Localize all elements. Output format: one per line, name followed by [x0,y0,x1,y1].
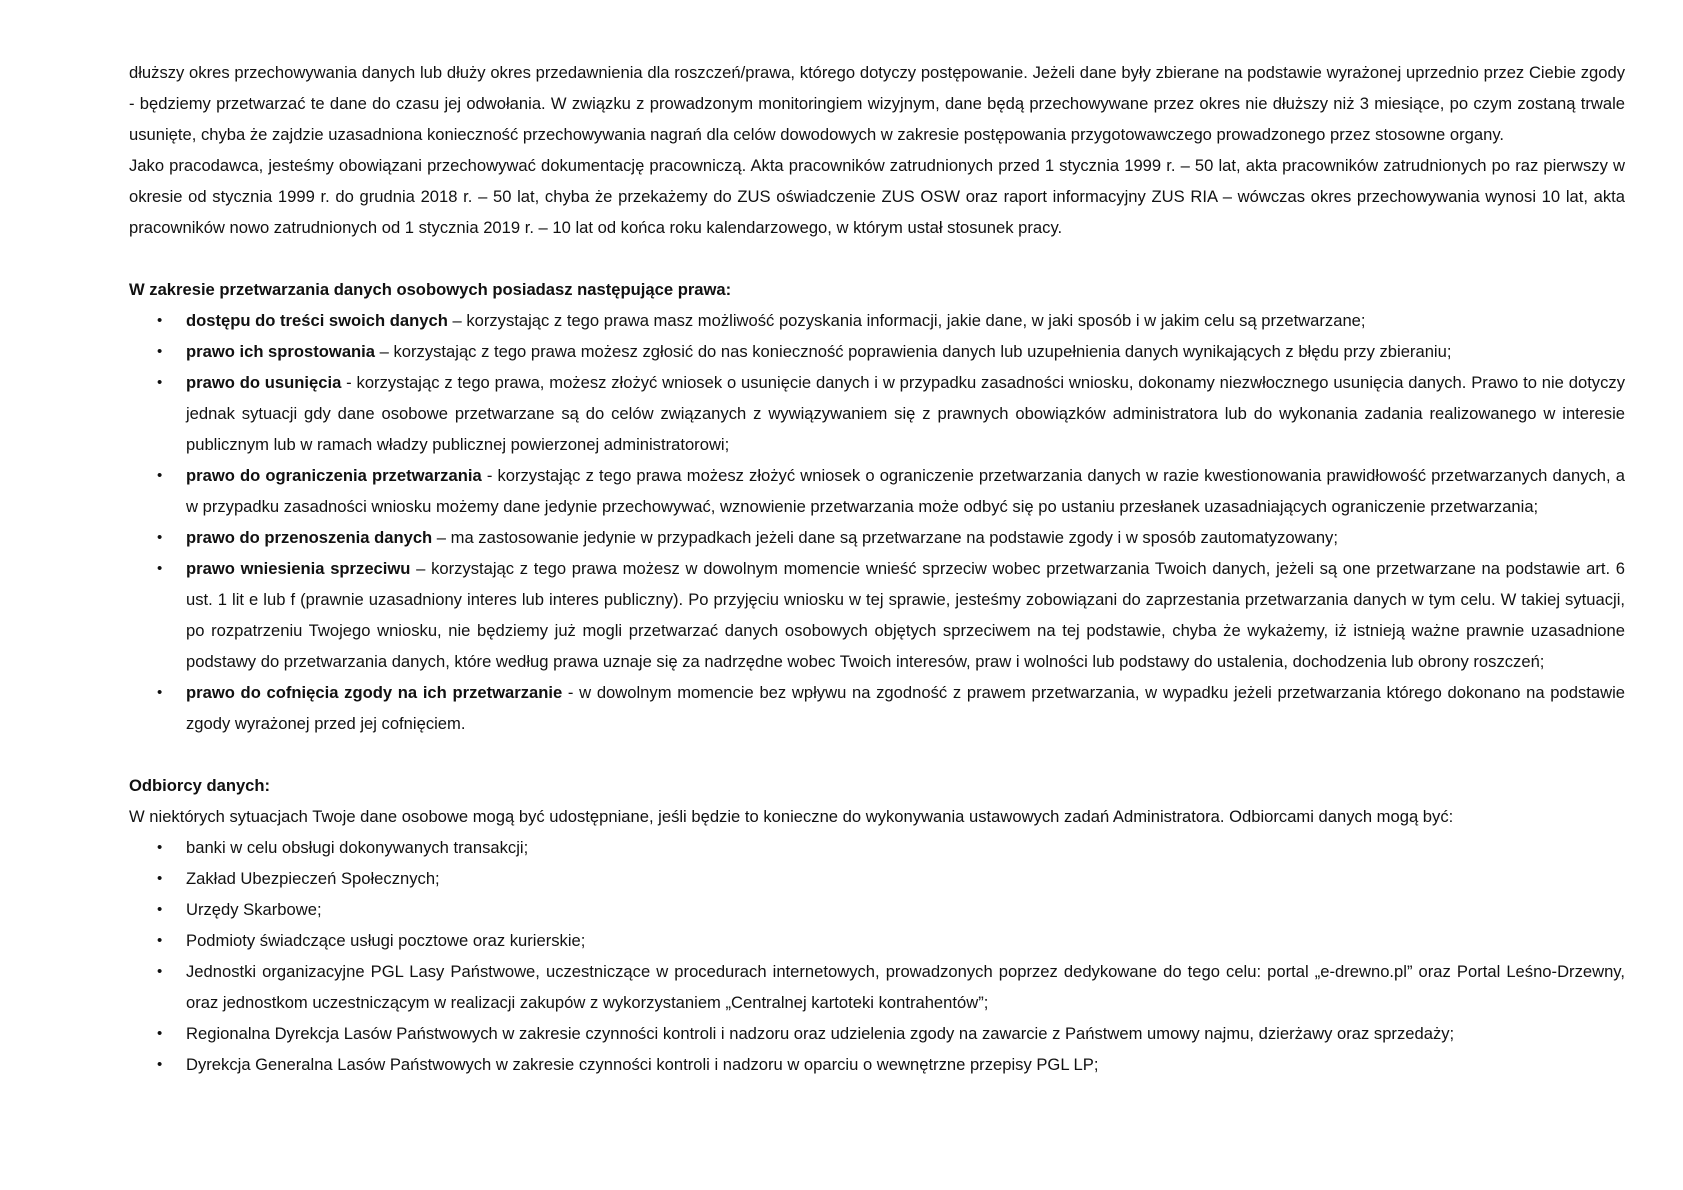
right-description: - w dowolnym momencie bez wpływu na zgodność z prawem przetwarzania, w wypadku jeżeli przetwarzania którego dokonano na podstawie zgody wyrażonej przed jej cofnięciem. [186,683,1625,733]
bullet-icon: • [157,870,163,887]
recipients-list-item [129,1049,1625,1080]
recipients-list-item [129,863,1625,894]
bullet-icon: • [157,839,163,856]
recipients-list-item [129,832,1625,863]
right-term: prawo wniesienia sprzeciwu [186,559,411,578]
right-description: – korzystając z tego prawa masz możliwość pozyskania informacji, jakie dane, w jaki sposób i w jakim celu są przetwarzane; [447,311,1366,330]
right-term: prawo ich sprostowania [186,342,376,361]
rights-list-item [129,460,1625,522]
recipients-list-item [129,956,1625,1018]
recipients-list-item [129,1018,1625,1049]
recipients-list-item [129,925,1625,956]
bullet-icon: • [157,343,163,360]
rights-list-item [129,553,1625,677]
rights-list-item [129,305,1625,336]
right-description: – korzystając z tego prawa możesz w dowolnym momencie wnieść sprzeciw wobec przetwarzania Twoich danych, jeżeli są one przetwarzane na podstawie art. 6 ust. 1 lit e lub f (prawnie uzasadniony interes lub interes publiczny). Po przyjęciu wniosku w tej sprawie, jesteśmy zobowiązani do zaprzestania przetwarzania danych w tym celu. W takiej sytuacji, po rozpatrzeniu Twojego wniosku, nie będziemy już mogli przetwarzać danych osobowych objętych sprzeciwem na tej podstawie, chyba że wykażemy, iż istnieją ważne prawnie uzasadnione podstawy do przetwarzania danych, które według prawa uznaje się za nadrzędne wobec Twoich interesów, praw i wolności lub podstawy do ustalenia, dochodzenia lub obrony roszczeń; [186,559,1625,671]
rights-list-item [129,522,1625,553]
recipient-text: Regionalna Dyrekcja Lasów Państwowych w zakresie czynności kontroli i nadzoru oraz udzielenia zgody na zawarcie z Państwem umowy najmu, dzierżawy oraz sprzedaży; [186,1024,1455,1043]
employee-records-paragraph: Jako pracodawca, jesteśmy obowiązani przechowywać dokumentację pracowniczą. Akta pracowników zatrudnionych przed 1 stycznia 1999 r. – 50 lat, akta pracowników zatrudnionych po raz pierwszy w okresie od stycznia 1999 r. do grudnia 2018 r. – 50 lat, chyba że przekażemy do ZUS oświadczenie ZUS OSW oraz raport informacyjny ZUS RIA – wówczas okres przechowywania wynosi 10 lat, akta pracowników nowo zatrudnionych od 1 stycznia 2019 r. – 10 lat od końca roku kalendarzowego, w którym ustał stosunek pracy. [129,156,1625,237]
bullet-icon: • [157,529,163,546]
recipient-text: Dyrekcja Generalna Lasów Państwowych w zakresie czynności kontroli i nadzoru w oparciu o wewnętrzne przepisy PGL LP; [186,1055,1099,1074]
right-description: - korzystając z tego prawa, możesz złożyć wniosek o usunięcie danych i w przypadku zasadności wniosku, dokonamy niezwłocznego usunięcia danych. Prawo to nie dotyczy jednak sytuacji gdy dane osobowe przetwarzane są do celów związanych z wywiązywaniem się z prawnych obowiązków administratora lub do wykonania zadania realizowanego w interesie publicznym lub w ramach władzy publicznej powierzonej administratorowi; [186,373,1625,454]
right-description: – ma zastosowanie jedynie w przypadkach jeżeli dane są przetwarzane na podstawie zgody i w sposób zautomatyzowany; [432,528,1338,547]
bullet-icon: • [157,312,163,329]
bullet-icon: • [157,467,163,484]
recipients-heading: Odbiorcy danych: [129,776,271,795]
recipients-list-item [129,894,1625,925]
rights-list-item [129,677,1625,739]
recipients-list [129,832,1625,1080]
bullet-icon: • [157,684,163,701]
recipient-text: Podmioty świadczące usługi pocztowe oraz kurierskie; [186,931,586,950]
right-term: dostępu do treści swoich danych [186,311,448,330]
rights-list-item [129,367,1625,460]
bullet-icon: • [157,1025,163,1042]
bullet-icon: • [157,1056,163,1073]
spacer [129,739,1625,770]
right-term: prawo do cofnięcia zgody na ich przetwarzanie [186,683,563,702]
bullet-icon: • [157,374,163,391]
rights-heading: W zakresie przetwarzania danych osobowych posiadasz następujące prawa: [129,280,732,299]
right-term: prawo do przenoszenia danych [186,528,433,547]
recipient-text: Urzędy Skarbowe; [186,900,322,919]
right-description: - korzystając z tego prawa możesz złożyć wniosek o ograniczenie przetwarzania danych w razie kwestionowania prawidłowość przetwarzanych danych, a w przypadku zasadności wniosku możemy dane jedynie przechowywać, wznowienie przetwarzania może odbyć się po ustaniu przesłanek uzasadniających ograniczenie przetwarzania; [186,466,1625,516]
document-page [129,57,1625,1080]
recipient-text: Jednostki organizacyjne PGL Lasy Państwowe, uczestniczące w procedurach internetowych, prowadzonych poprzez dedykowane do tego celu: portal „e-drewno.pl” oraz Portal Leśno-Drzewny, oraz jednostkom uczestniczącym w realizacji zakupów z wykorzystaniem „Centralnej kartoteki kontrahentów”; [186,962,1625,1012]
bullet-icon: • [157,901,163,918]
bullet-icon: • [157,963,163,980]
recipients-intro: W niektórych sytuacjach Twoje dane osobowe mogą być udostępniane, jeśli będzie to konieczne do wykonywania ustawowych zadań Administratora. Odbiorcami danych mogą być: [129,807,1454,826]
bullet-icon: • [157,932,163,949]
spacer [129,243,1625,274]
right-term: prawo do ograniczenia przetwarzania [186,466,482,485]
rights-list-item [129,336,1625,367]
recipient-text: Zakład Ubezpieczeń Społecznych; [186,869,440,888]
right-description: – korzystając z tego prawa możesz zgłosić do nas konieczność poprawienia danych lub uzupełnienia danych wynikających z błędu przy zbieraniu; [375,342,1452,361]
right-term: prawo do usunięcia [186,373,342,392]
retention-paragraph: dłuższy okres przechowywania danych lub dłuży okres przedawnienia dla roszczeń/prawa, którego dotyczy postępowanie. Jeżeli dane były zbierane na podstawie wyrażonej uprzednio przez Ciebie zgody - będziemy przetwarzać te dane do czasu jej odwołania. W związku z prowadzonym monitoringiem wizyjnym, dane będą przechowywane przez okres nie dłuższy niż 3 miesiące, po czym zostaną trwale usunięte, chyba że zajdzie uzasadniona konieczność przechowywania nagrań dla celów dowodowych w zakresie postępowania przygotowawczego prowadzonego przez stosowne organy. [129,63,1625,144]
rights-list [129,305,1625,739]
recipient-text: banki w celu obsługi dokonywanych transakcji; [186,838,529,857]
bullet-icon: • [157,560,163,577]
